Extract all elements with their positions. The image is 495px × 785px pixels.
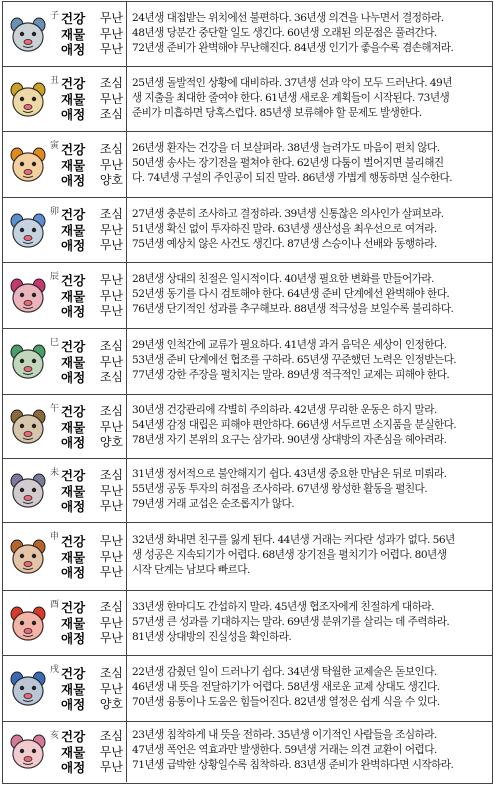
category-level: 무난	[99, 744, 123, 759]
fortune-categories	[61, 729, 127, 776]
category-label: 애정	[61, 499, 86, 514]
fortune-line: 30년생 건강관리에 각별히 주의하라. 42년생 무리한 운동은 하지 말라.	[132, 404, 437, 416]
fortune-line: 다. 74년생 구설의 주인공이 되진 말라. 86년생 가볍게 행동하면 실수한다.	[132, 172, 453, 185]
fortune-text	[132, 403, 490, 449]
fortune-line: 23년생 침착하게 내 뜻을 전하라. 35년생 이기적인 사람들을 조심하라.	[132, 729, 437, 741]
category-level: 무난	[99, 760, 123, 774]
category-level: 무난	[99, 222, 123, 237]
category-row	[61, 107, 127, 123]
category-row	[61, 11, 127, 27]
fortune-text	[132, 207, 490, 253]
category-label: 재물	[61, 419, 86, 435]
category-label: 애정	[61, 435, 86, 450]
category-row	[61, 355, 127, 371]
category-label: 건강	[61, 76, 86, 91]
sign-hanja: 未	[50, 468, 60, 478]
category-level: 무난	[99, 11, 123, 25]
sign-row-horse	[3, 395, 492, 459]
category-label: 애정	[61, 107, 86, 122]
category-row	[61, 92, 127, 108]
fortune-text	[132, 272, 490, 318]
rabbit-icon	[7, 211, 49, 251]
fortune-line: 25년생 돌발적인 상황에 대비하라. 37년생 선과 악이 모두 드러난다. 49년	[132, 77, 452, 89]
category-label: 건강	[61, 11, 86, 26]
sign-row-rabbit	[3, 198, 492, 263]
category-level: 조심	[99, 207, 123, 221]
fortune-line: 47년생 폭언은 역효과만 발생한다. 59년생 거래는 의견 교환이 어렵다.	[132, 744, 437, 757]
category-level: 무난	[99, 615, 123, 630]
category-label: 재물	[61, 354, 86, 370]
sign-hanja: 巳	[50, 338, 60, 348]
category-label: 재물	[61, 157, 86, 173]
fortune-line: 52년생 동기를 다시 검토해야 한다. 64년생 준비 단계에선 완벽해야 한다.	[132, 288, 450, 301]
category-row	[61, 499, 127, 515]
sign-hanja: 申	[50, 532, 60, 542]
category-row	[61, 745, 127, 761]
category-row	[61, 370, 127, 386]
category-level: 조심	[99, 468, 123, 482]
fortune-categories	[61, 76, 127, 123]
rooster-icon	[7, 604, 49, 644]
snake-icon	[7, 342, 49, 382]
sign-row-dog	[3, 656, 492, 722]
sign-hanja: 辰	[50, 272, 60, 282]
fortune-categories	[61, 468, 127, 515]
fortune-categories	[61, 207, 127, 254]
category-label: 건강	[61, 142, 86, 157]
rat-icon	[7, 15, 49, 55]
category-row	[61, 158, 127, 174]
category-row	[61, 238, 127, 254]
category-level: 무난	[99, 499, 123, 513]
category-row	[61, 565, 127, 581]
sign-hanja: 酉	[50, 600, 60, 610]
fortune-line: 27년생 충분히 조사하고 결정하라. 39년생 신통찮은 의사인가 살펴보라.	[132, 208, 444, 220]
fortune-text	[132, 141, 490, 187]
horse-icon	[7, 407, 49, 447]
fortune-line: 28년생 상대의 친절은 일시적이다. 40년생 필요한 변화를 만들어가라.	[132, 273, 434, 285]
category-level: 무난	[99, 631, 123, 645]
fortune-line: 준비가 미흡하면 당혹스럽다. 85년생 보류해야 할 문제도 발생한다.	[132, 107, 422, 120]
fortune-line: 생 지출을 최대한 줄여야 한다. 61년생 새로운 계획들이 시작된다. 73년생	[132, 92, 450, 105]
fortune-text	[132, 533, 490, 579]
sign-row-rooster	[3, 591, 492, 656]
fortune-text	[132, 665, 490, 711]
category-label: 재물	[61, 744, 86, 760]
fortune-line: 70년생 융통이나 도움은 힘들어진다. 82년생 열정은 쉽게 식을 수 있다.	[132, 696, 440, 709]
sign-row-pig	[3, 722, 492, 782]
fortune-text	[132, 600, 490, 646]
sign-row-tiger	[3, 132, 492, 198]
category-level: 무난	[99, 354, 123, 369]
fortune-text	[132, 338, 490, 384]
category-level: 조심	[99, 76, 123, 90]
fortune-line: 72년생 준비가 완벽해야 무난해진다. 84년생 인기가 좋을수록 겸손해져라.	[132, 42, 454, 55]
fortune-line: 32년생 화내면 친구를 잃게 된다. 44년생 거래는 커다란 성과가 없다. 56년	[132, 534, 455, 546]
fortune-line: 48년생 당분간 중단할 일도 생긴다. 60년생 오래된 의문점은 풀려간다.	[132, 27, 437, 40]
category-row	[61, 173, 127, 189]
category-level: 조심	[99, 600, 123, 614]
fortune-categories	[61, 142, 127, 189]
fortune-line: 시작 단계는 남보다 빠르다.	[132, 564, 250, 577]
category-level: 무난	[99, 26, 123, 41]
category-label: 애정	[61, 370, 86, 385]
category-label: 재물	[61, 91, 86, 107]
category-row	[61, 223, 127, 239]
category-row	[61, 42, 127, 58]
category-row	[61, 682, 127, 698]
sign-row-monkey	[3, 523, 492, 591]
sign-row-snake	[3, 329, 492, 395]
sign-row-rat	[3, 2, 492, 67]
fortune-categories	[61, 600, 127, 647]
category-label: 애정	[61, 304, 86, 319]
sign-header	[3, 459, 127, 522]
category-level: 무난	[99, 42, 123, 56]
fortune-line: 54년생 감정 대립은 피해야 편안하다. 66년생 서두르면 소지품을 분실한다.	[132, 419, 457, 432]
category-level: 무난	[99, 273, 123, 287]
category-row	[61, 76, 127, 92]
category-label: 건강	[61, 600, 86, 615]
sign-header	[3, 198, 127, 262]
fortune-line: 81년생 상대방의 진실성을 확인하라.	[132, 631, 292, 644]
category-level: 무난	[99, 483, 123, 498]
category-level: 조심	[99, 339, 123, 353]
category-label: 건강	[61, 534, 86, 549]
sign-hanja: 戌	[50, 665, 60, 675]
fortune-text	[132, 76, 490, 122]
category-level: 무난	[99, 549, 123, 564]
category-row	[61, 729, 127, 745]
category-label: 재물	[61, 483, 86, 499]
dog-icon	[7, 669, 49, 709]
fortune-text	[132, 467, 490, 513]
category-level: 무난	[99, 681, 123, 696]
fortune-line: 22년생 감췄던 일이 드러나기 쉽다. 34년생 탁월한 교제술은 돋보인다.	[132, 666, 437, 678]
category-label: 건강	[61, 729, 86, 744]
category-level: 무난	[99, 534, 123, 548]
category-row	[61, 339, 127, 355]
category-level: 양호	[99, 173, 123, 187]
category-label: 건강	[61, 404, 86, 419]
category-level: 무난	[99, 157, 123, 172]
category-row	[61, 142, 127, 158]
category-label: 재물	[61, 615, 86, 631]
fortune-line: 31년생 정서적으로 불안해지기 쉽다. 43년생 중요한 만남은 뒤로 미뤄라.	[132, 468, 447, 480]
category-row	[61, 304, 127, 320]
sign-hanja: 午	[50, 404, 60, 414]
fortune-line: 24년생 대접받는 위치에선 불편하다. 36년생 의견을 나누면서 결정하라.	[132, 12, 444, 24]
category-label: 건강	[61, 273, 86, 288]
category-label: 재물	[61, 549, 86, 565]
category-level: 무난	[99, 419, 123, 434]
fortune-line: 33년생 한마디도 간섭하지 말라. 45년생 협조자에게 친절하게 대하라.	[132, 601, 434, 613]
category-label: 애정	[61, 631, 86, 646]
category-level: 양호	[99, 435, 123, 449]
sign-header	[3, 656, 127, 721]
sign-header	[3, 395, 127, 458]
category-label: 재물	[61, 288, 86, 304]
sign-header	[3, 2, 127, 66]
fortune-categories	[61, 11, 127, 58]
category-label: 건강	[61, 207, 86, 222]
sign-header	[3, 132, 127, 197]
category-label: 애정	[61, 42, 86, 57]
category-level: 조심	[99, 107, 123, 121]
fortune-line: 79년생 거래 교섭은 순조롭지가 않다.	[132, 498, 295, 511]
category-row	[61, 420, 127, 436]
category-level: 조심	[99, 142, 123, 156]
category-level: 무난	[99, 288, 123, 303]
category-label: 애정	[61, 760, 86, 775]
category-row	[61, 404, 127, 420]
category-row	[61, 697, 127, 713]
fortune-line: 46년생 내 뜻을 전달하기가 어렵다. 58년생 새로운 교제 상대도 생긴다.	[132, 681, 440, 694]
category-label: 재물	[61, 222, 86, 238]
sign-header	[3, 591, 127, 655]
fortune-line: 77년생 강한 주장을 펼치지는 말라. 89년생 적극적인 교제는 피해야 한다.	[132, 369, 450, 382]
category-level: 조심	[99, 729, 123, 743]
fortune-line: 78년생 자기 본위의 요구는 삼가라. 90년생 상대방의 자존심을 헤아려라.	[132, 434, 447, 447]
category-label: 재물	[61, 26, 86, 42]
category-level: 양호	[99, 697, 123, 711]
dragon-icon	[7, 276, 49, 316]
fortune-line: 29년생 인척간에 교류가 필요하다. 41년생 과거 음덕은 세상이 인정한다.	[132, 339, 447, 351]
category-level: 무난	[99, 238, 123, 252]
pig-icon	[7, 732, 49, 772]
sign-header	[3, 722, 127, 782]
fortune-categories	[61, 404, 127, 451]
fortune-line: 57년생 큰 성과를 기대하지는 말라. 69년생 분위기를 살리는 데 주력하라.	[132, 616, 450, 629]
sign-row-sheep	[3, 459, 492, 523]
category-row	[61, 631, 127, 647]
category-row	[61, 207, 127, 223]
fortune-line: 75년생 예상치 않은 사건도 생긴다. 87년생 스승이나 선배와 동행하라.	[132, 238, 437, 251]
category-row	[61, 273, 127, 289]
sign-header	[3, 523, 127, 590]
horoscope-table	[2, 1, 493, 784]
category-row	[61, 289, 127, 305]
category-level: 무난	[99, 304, 123, 318]
category-label: 건강	[61, 666, 86, 681]
category-row	[61, 484, 127, 500]
category-row	[61, 616, 127, 632]
sign-hanja: 亥	[50, 731, 60, 741]
category-row	[61, 760, 127, 776]
fortune-line: 53년생 준비 단계에선 협조를 구하라. 65년생 꾸준했던 노력은 인정받는다.	[132, 354, 457, 367]
category-level: 무난	[99, 91, 123, 106]
category-level: 무난	[99, 565, 123, 579]
sign-header	[3, 263, 127, 328]
category-row	[61, 435, 127, 451]
category-row	[61, 468, 127, 484]
sign-header	[3, 329, 127, 394]
fortune-categories	[61, 534, 127, 581]
fortune-line: 26년생 환자는 건강을 더 보살펴라. 38년생 늘려가도 마음이 편치 않다.	[132, 142, 440, 154]
sign-hanja: 卯	[50, 207, 60, 217]
sign-row-dragon	[3, 263, 492, 329]
category-label: 애정	[61, 697, 86, 712]
category-label: 애정	[61, 565, 86, 580]
fortune-text	[132, 11, 490, 57]
fortune-categories	[61, 339, 127, 386]
category-row	[61, 534, 127, 550]
category-label: 건강	[61, 468, 86, 483]
fortune-text	[132, 728, 490, 774]
monkey-icon	[7, 537, 49, 577]
sign-hanja: 寅	[50, 141, 60, 151]
fortune-line: 생 성공은 지속되기가 어렵다. 68년생 장기전을 펼치기가 어렵다. 80년생	[132, 549, 447, 562]
sign-header	[3, 67, 127, 131]
category-label: 건강	[61, 339, 86, 354]
sign-hanja: 子	[50, 11, 60, 21]
category-row	[61, 27, 127, 43]
fortune-line: 76년생 단기적인 성과를 추구해보라. 88년생 적극성을 보일수록 불리하다.	[132, 303, 454, 316]
sign-row-ox	[3, 67, 492, 132]
category-row	[61, 666, 127, 682]
sheep-icon	[7, 471, 49, 511]
fortune-line: 71년생 급박한 상황일수록 침착하라. 83년생 준비가 완벽하다면 시작하라.	[132, 759, 454, 772]
fortune-line: 51년생 확신 없이 투자하진 말라. 63년생 생산성을 최우선으로 여겨라.	[132, 223, 437, 236]
category-row	[61, 600, 127, 616]
fortune-line: 50년생 송사는 장기전을 펼쳐야 한다. 62년생 다툼이 벌어지면 불리해진	[132, 157, 444, 170]
category-label: 애정	[61, 173, 86, 188]
category-row	[61, 550, 127, 566]
category-label: 애정	[61, 238, 86, 253]
category-level: 조심	[99, 370, 123, 384]
ox-icon	[7, 80, 49, 120]
tiger-icon	[7, 145, 49, 185]
category-level: 조심	[99, 404, 123, 418]
category-level: 조심	[99, 666, 123, 680]
category-label: 재물	[61, 681, 86, 697]
sign-hanja: 丑	[50, 76, 60, 86]
fortune-line: 55년생 공동 투자의 허점을 조사하라. 67년생 왕성한 활동을 펼친다.	[132, 483, 428, 496]
fortune-categories	[61, 273, 127, 320]
fortune-categories	[61, 666, 127, 713]
